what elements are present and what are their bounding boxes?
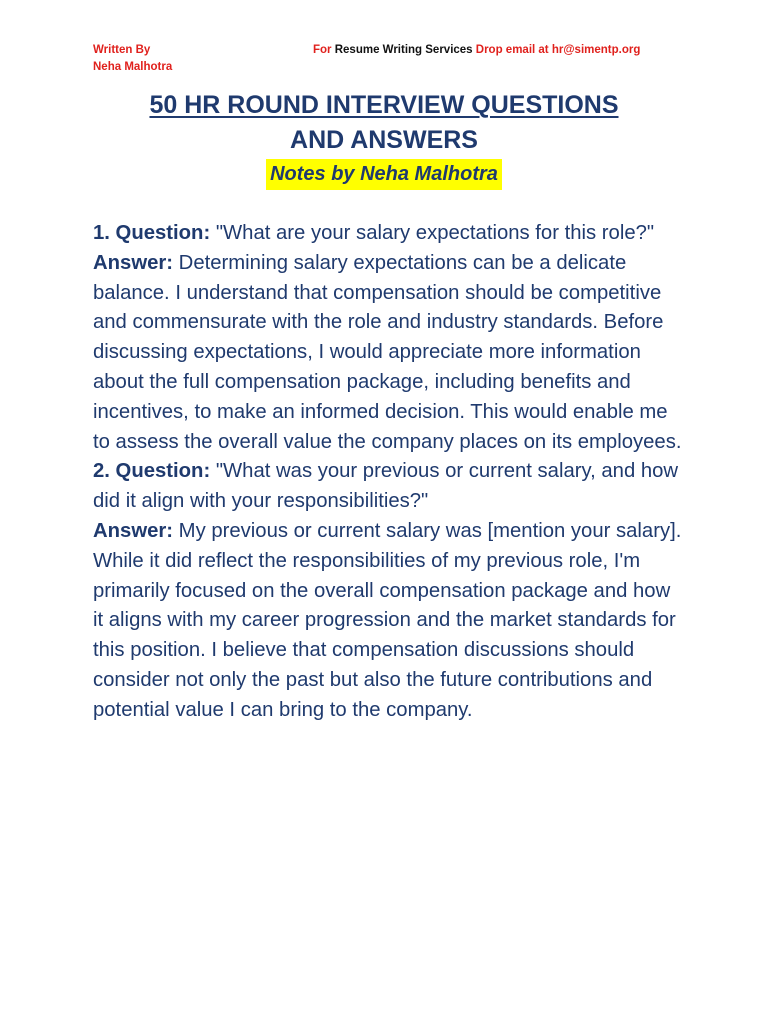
promo-service: Resume Writing Services xyxy=(334,44,473,56)
question-label: 2. Question: xyxy=(93,460,211,483)
page-title xyxy=(0,88,768,158)
question-2 xyxy=(93,457,683,517)
author-line2: Neha Malhotra xyxy=(93,61,173,73)
author-line1: Written By xyxy=(93,44,151,56)
answer-text: Determining salary expectations can be a delicate balance. I understand that compensation should be competitive and commensurate with the role and industry standards. Before discussing expectations, I would appreciate more information about the full compensation package, including benefits and incentives, to make an informed decision. This would enable me to assess the overall value the company places on its employees. xyxy=(93,251,682,453)
subtitle-highlight: Notes by Neha Malhotra xyxy=(266,159,502,190)
promo-banner xyxy=(313,42,640,59)
subtitle-container xyxy=(0,159,768,190)
qa-list xyxy=(93,219,683,726)
title-line2: AND ANSWERS xyxy=(290,126,478,154)
promo-for: For xyxy=(313,44,332,56)
answer-text: My previous or current salary was [mention your salary]. While it did reflect the responsibilities of my previous role, I'm primarily focused on the overall compensation package and how it aligns with my career progression and the market standards for this position. I believe that compensation discussions should consider not only the past but also the future contributions and potential value I can bring to the company. xyxy=(93,519,682,721)
title-line1: 50 HR ROUND INTERVIEW QUESTIONS xyxy=(149,91,619,119)
answer-label: Answer: xyxy=(93,519,174,542)
question-label: 1. Question: xyxy=(93,222,211,244)
answer-2 xyxy=(93,517,683,726)
author-credit xyxy=(93,42,172,76)
answer-1 xyxy=(93,249,683,458)
question-text: "What are your salary expectations for this role?" xyxy=(215,222,655,244)
question-text: "What was your previous or current salary, and how did it align with your responsibilities?" xyxy=(93,460,679,513)
answer-label: Answer: xyxy=(93,251,174,274)
promo-email: Drop email at hr@simentp.org xyxy=(475,44,641,56)
question-1 xyxy=(93,219,683,249)
page-header xyxy=(93,42,708,78)
